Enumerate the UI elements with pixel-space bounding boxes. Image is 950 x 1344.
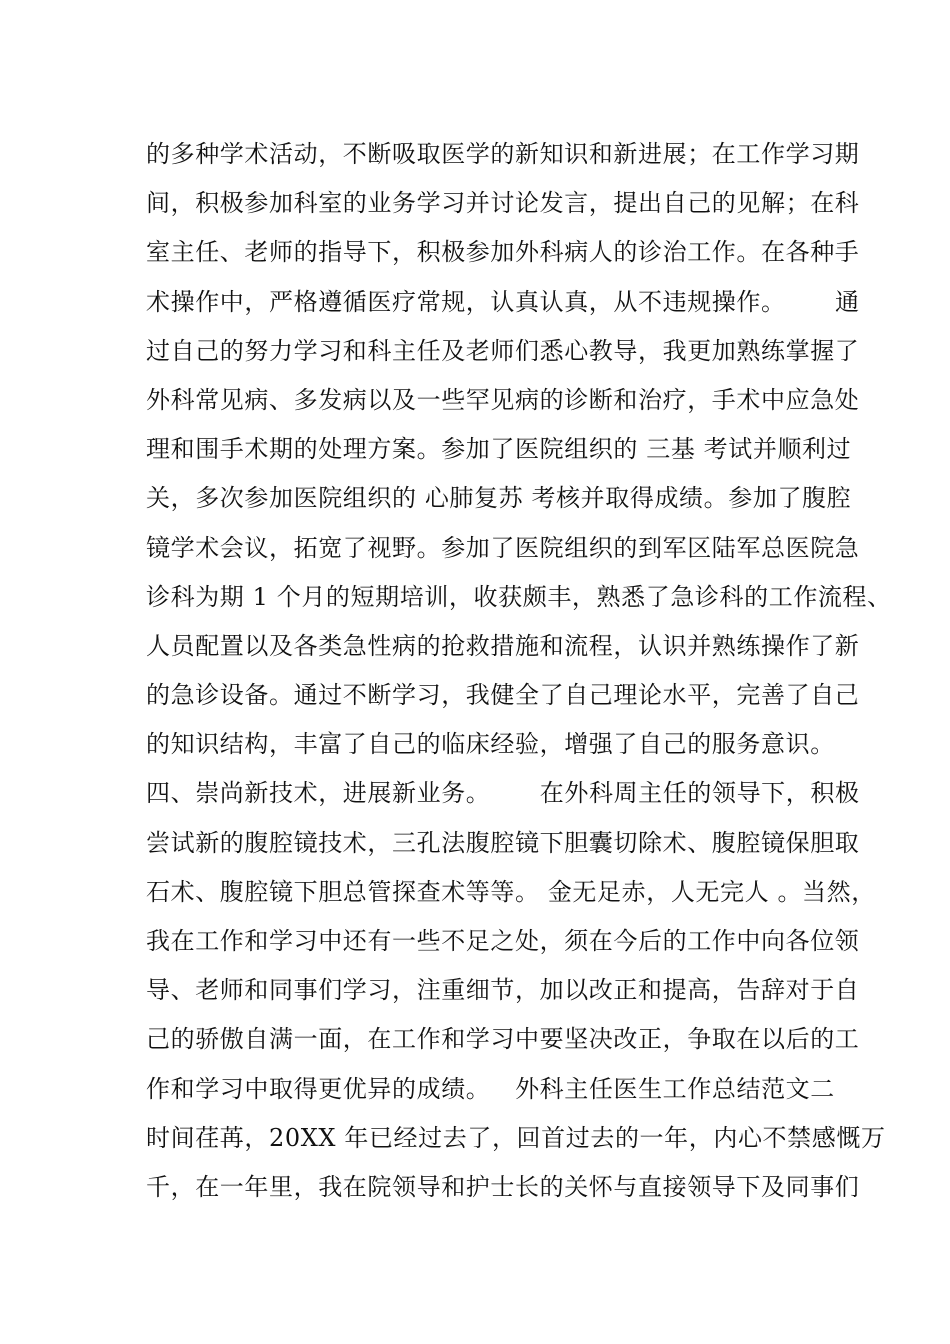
text-line: 镜学术会议，拓宽了视野。参加了医院组织的到军区陆军总医院急 <box>146 533 860 562</box>
text-line: 导、老师和同事们学习，注重细节，加以改正和提高，告辞对于自 <box>146 976 860 1005</box>
text-line: 外科常见病、多发病以及一些罕见病的诊断和治疗，手术中应急处 <box>146 385 860 414</box>
text-line: 关，多次参加医院组织的 心肺复苏 考核并取得成绩。参加了腹腔 <box>146 484 852 513</box>
text-line: 术操作中，严格遵循医疗常规，认真认真，从不违规操作。 通 <box>146 287 860 316</box>
text-line: 理和围手术期的处理方案。参加了医院组织的 三基 考试并顺利过 <box>146 435 852 464</box>
text-line: 时间荏苒，20XX 年已经过去了，回首过去的一年，内心不禁感慨万 <box>146 1123 886 1152</box>
text-line: 作和学习中取得更优异的成绩。 外科主任医生工作总结范文二 <box>146 1074 835 1103</box>
section-heading-line: 四、崇尚新技术，进展新业务。 在外科周主任的领导下，积极 <box>146 779 860 808</box>
text-line: 人员配置以及各类急性病的抢救措施和流程，认识并熟练操作了新 <box>146 631 860 660</box>
body-text <box>146 130 892 1212</box>
text-line: 间，积极参加科室的业务学习并讨论发言，提出自己的见解；在科 <box>146 189 860 218</box>
text-line: 室主任、老师的指导下，积极参加外科病人的诊治工作。在各种手 <box>146 238 860 267</box>
text-line: 石术、腹腔镜下胆总管探查术等等。 金无足赤，人无完人 。当然， <box>146 877 876 906</box>
text-line: 尝试新的腹腔镜技术，三孔法腹腔镜下胆囊切除术、腹腔镜保胆取 <box>146 828 860 857</box>
text-line: 千，在一年里，我在院领导和护士长的关怀与直接领导下及同事们 <box>146 1172 860 1201</box>
text-line: 我在工作和学习中还有一些不足之处，须在今后的工作中向各位领 <box>146 927 860 955</box>
text-line: 的知识结构，丰富了自己的临床经验，增强了自己的服务意识。 <box>146 730 835 759</box>
text-line: 过自己的努力学习和科主任及老师们悉心教导，我更加熟练掌握了 <box>146 336 860 365</box>
text-line: 的急诊设备。通过不断学习，我健全了自己理论水平，完善了自己 <box>146 681 860 710</box>
text-line: 己的骄傲自满一面，在工作和学习中要坚决改正，争取在以后的工 <box>146 1025 860 1054</box>
text-line: 的多种学术活动，不断吸取医学的新知识和新进展；在工作学习期 <box>146 140 860 168</box>
text-line: 诊科为期 1 个月的短期培训，收获颇丰，熟悉了急诊科的工作流程、 <box>146 582 892 611</box>
